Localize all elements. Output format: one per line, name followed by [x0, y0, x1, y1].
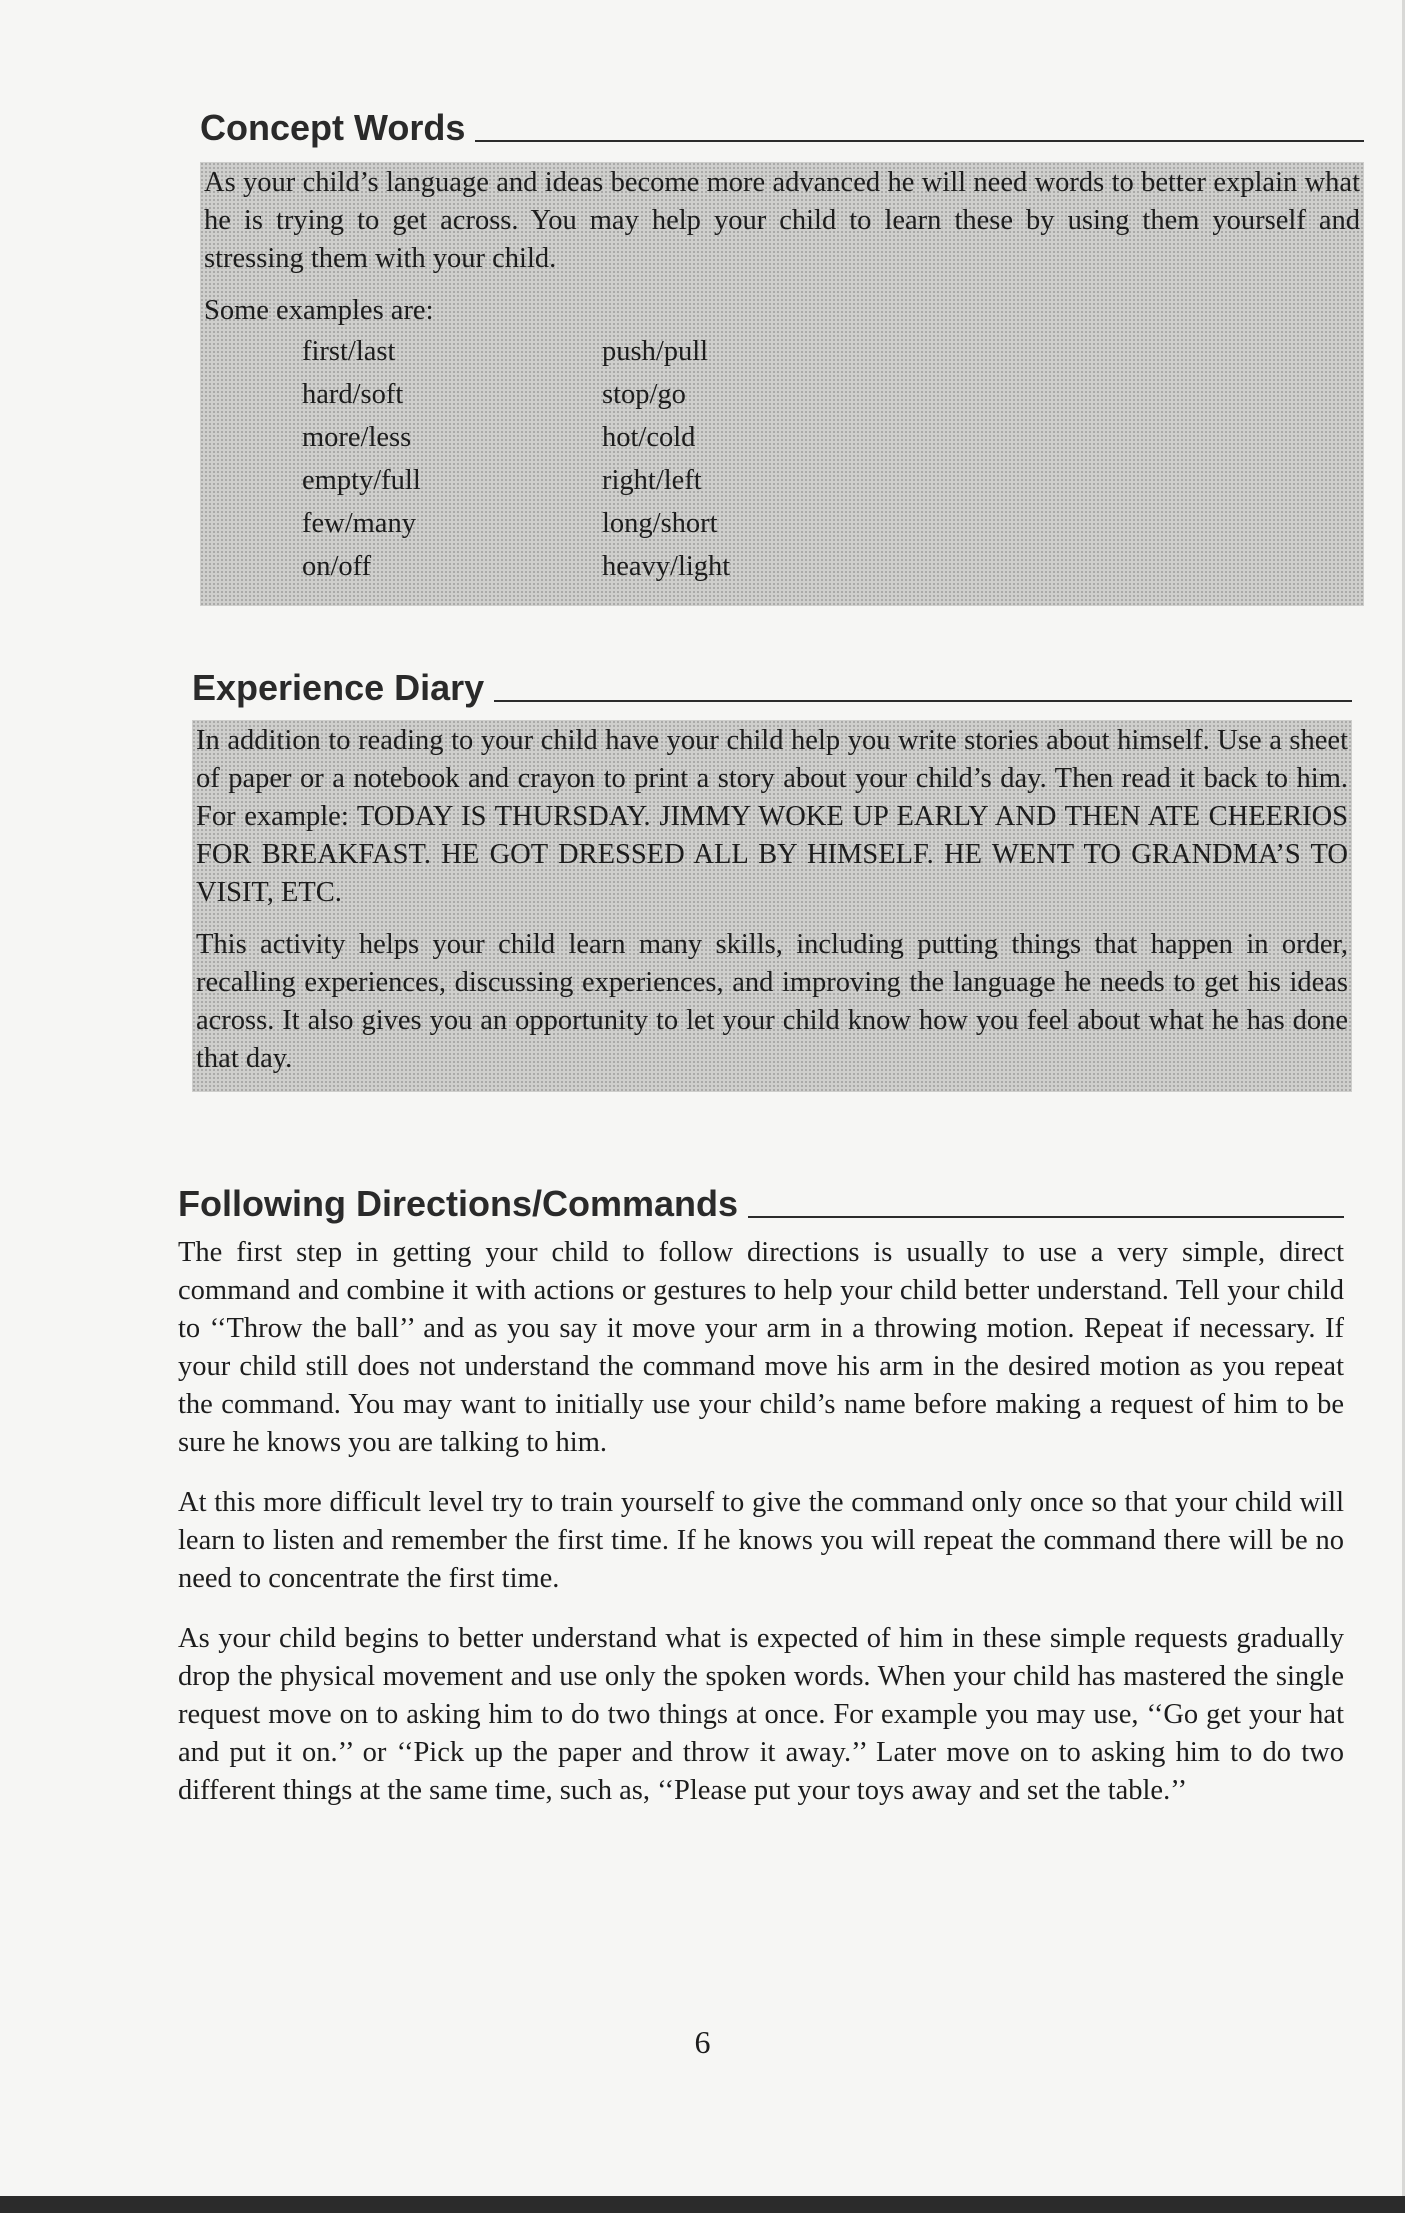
concept-word: push/pull — [602, 336, 709, 367]
concept-word: on/off — [302, 551, 372, 582]
page-number: 6 — [694, 2024, 711, 2060]
concept-word: empty/full — [302, 465, 421, 496]
concept-word: few/many — [302, 508, 416, 539]
experience-diary-heading: Experience Diary — [192, 667, 485, 708]
following-directions-heading-row — [178, 1176, 1344, 1222]
concept-words-intro: As your child’s language and ideas become more advanced he will need words to better explain what he is trying to get across. You may help your child to learn these by using them yourself and stressing them with your child. — [204, 167, 1360, 274]
following-directions-paragraph: The first step in getting your child to follow directions is usually to use a very simple, direct command and combine it with actions or gestures to help your child better understand. Tell your child to ‘‘Throw the ball’’ and as you say it move your arm in a throwing motion. Repeat if necessary. If your child still does not understand the command move his arm in the desired motion as you repeat the command. You may want to initially use your child’s name before making a request of him to be sure he knows you are talking to him. — [178, 1237, 1344, 1458]
examples-label: Some examples are: — [204, 295, 434, 326]
experience-diary-heading-row — [192, 660, 1352, 706]
concept-word: heavy/light — [602, 551, 731, 582]
experience-diary-section — [192, 660, 1352, 1092]
concept-words-section — [200, 100, 1364, 606]
following-directions-heading: Following Directions/Commands — [178, 1183, 739, 1224]
concept-words-heading-row — [200, 100, 1364, 146]
following-directions-paragraph: As your child begins to better understand what is expected of him in these simple requests gradually drop the physical movement and use only the spoken words. When your child has mastered the single request move on to asking him to do two things at once. For example you may use, ‘‘Go get your hat and put it on.’’ or ‘‘Pick up the paper and throw it away.’’ Later move on to asking him to do two different things at the same time, such as, ‘‘Please put your toys away and set the table.’’ — [178, 1623, 1344, 1806]
following-directions-paragraph: At this more difficult level try to train yourself to give the command only once so that your child will learn to listen and remember the first time. If he knows you will repeat the command there will be no need to concentrate the first time. — [178, 1487, 1344, 1594]
concept-words-shaded-box — [200, 162, 1364, 606]
concept-word: right/left — [602, 465, 702, 496]
heading-rule — [494, 700, 1352, 702]
experience-diary-shaded-box — [192, 720, 1352, 1092]
heading-rule — [748, 1216, 1344, 1218]
concept-word: stop/go — [602, 379, 686, 410]
following-directions-body — [178, 1234, 1344, 1810]
concept-word: more/less — [302, 422, 412, 453]
experience-diary-paragraph: In addition to reading to your child have your child help you write stories about himself. Use a sheet of paper or a notebook and crayon to print a story about your child’s day. Then read it back to him. For example: TODAY IS THURSDAY. JIMMY WOKE UP EARLY AND THEN ATE CHEERIOS FOR BREAKFAST. HE GOT DRESSED ALL BY HIMSELF. HE WENT TO GRANDMA’S TO VISIT, ETC. — [196, 725, 1348, 908]
scan-bottom-border — [0, 2196, 1405, 2213]
experience-diary-paragraph: This activity helps your child learn many skills, including putting things that happen in order, recalling experiences, discussing experiences, and improving the language he needs to get his ideas across. It also gives you an opportunity to let your child know how you feel about what he has done that day. — [196, 929, 1348, 1074]
heading-rule — [475, 140, 1364, 142]
concept-word: long/short — [602, 508, 718, 539]
following-directions-section — [178, 1176, 1344, 1810]
concept-word: hot/cold — [602, 422, 696, 453]
concept-word-pairs — [204, 330, 1360, 588]
concept-words-heading: Concept Words — [200, 107, 466, 148]
concept-word: hard/soft — [302, 379, 404, 410]
concept-word: first/last — [302, 336, 396, 367]
